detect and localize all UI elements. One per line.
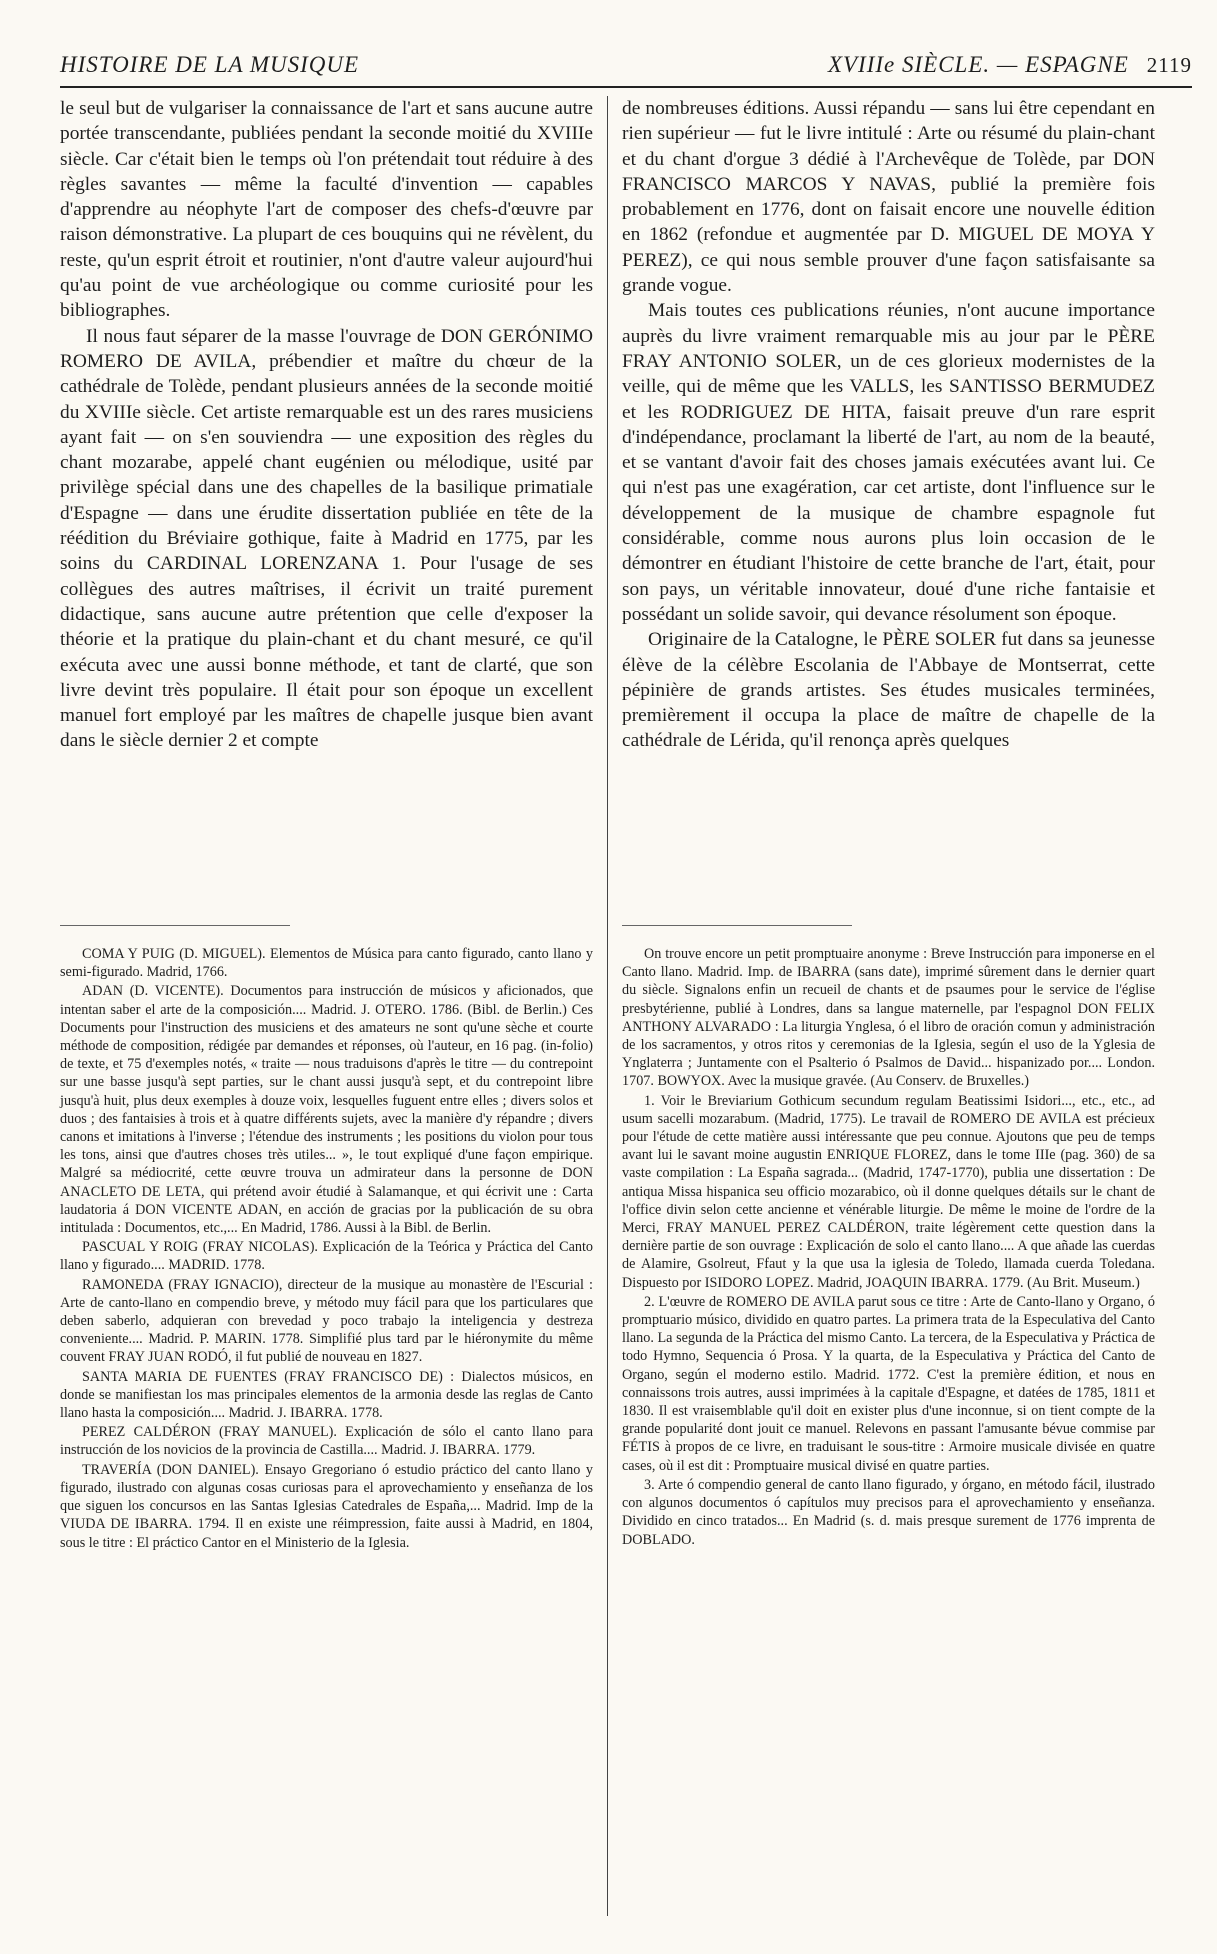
footnotes-left — [60, 945, 593, 1553]
paragraph: le seul but de vulgariser la connaissance de l'art et sans aucune autre portée transcendante, publiées pendant la seconde moitié du XVIIIe siècle. Car c'était bien le temps où l'on prétendait tout réduire à des règles savantes — même la faculté d'invention — capables d'apprendre au néophyte l'art de composer des chefs-d'œuvre par raison démonstrative. La plupart de ces bouquins qui ne révèlent, du reste, qu'un esprit étroit et routinier, n'ont d'autre valeur aujourd'hui qu'au point de vue archéologique ou comme curiosité pour les bibliographes. — [60, 98, 593, 322]
header-section — [828, 52, 1192, 78]
paragraph: Originaire de la Catalogne, le PÈRE SOLER fut dans sa jeunesse élève de la célèbre Escolania de l'Abbaye de Montserrat, cette pépinière de grands artistes. Ses études musicales terminées, premièrement il occupa la place de maître de chapelle de la cathédrale de Lérida, qu'il renonça après quelques — [622, 629, 1155, 752]
footnote-entry: TRAVERÍA (DON DANIEL). Ensayo Gregoriano ó estudio práctico del canto llano y figurado, ilustrado con algunas cosas curiosas para el aprovechamiento y enseñanza de los que siguen los concursos en las Santas Iglesias Catedrales de España,... Madrid. Imp de la VIUDA DE IBARRA. 1794. Il en existe une réimpression, faite aussi à Madrid, en 1804, sous le titre : El práctico Cantor en el Ministerio de la Iglesia. — [60, 1461, 593, 1551]
footnote-3: 3. Arte ó compendio general de canto llano figurado, y órgano, en método fácil, ilustrado con algunos documentos ó capítulos muy precisos para el aprovechamiento y enseñanza. Dividido en cinco tratados... En Madrid (s. d. mais presque surement de 1776 imprenta de DOBLADO. — [622, 1476, 1155, 1548]
paragraph: Mais toutes ces publications réunies, n'ont aucune importance auprès du livre vraiment remarquable mis au jour par le PÈRE FRAY ANTONIO SOLER, un de ces glorieux modernistes de la veille, qui de même que les VALLS, les SANTISSO BERMUDEZ et les RODRIGUEZ DE HITA, faisait preuve d'un rare esprit d'indépendance, proclamant la liberté de l'art, au nom de la beauté, et se vantant d'avoir fait des choses jamais exécutées avant lui. Ce qui n'est pas une exagération, car cet artiste, dont l'influence sur le développement de la musique de chambre espagnole fut considérable, comme nous aurons plus loin occasion de le démontrer en étudiant l'histoire de cette branche de l'art, était, pour son pays, un véritable innovateur, doué d'une riche fantaisie et possédant un solide savoir, qui devance résolument son époque. — [622, 300, 1155, 625]
column-divider — [607, 96, 608, 1916]
header-title: HISTOIRE DE LA MUSIQUE — [60, 52, 360, 77]
paragraph: de nombreuses éditions. Aussi répandu — sans lui être cependant en rien supérieur — fut le livre intitulé : Arte ou résumé du plain-chant et du chant d'orgue 3 dédié à l'Archevêque de Tolède, par DON FRANCISCO MARCOS Y NAVAS, publié la première fois probablement en 1776, dont on faisait encore une nouvelle édition en 1862 (refondue et augmentée par D. MIGUEL DE MOYA Y PEREZ), ce qui nous semble prouver d'une façon satisfaisante sa grande vogue. — [622, 98, 1155, 297]
body-column-right — [622, 96, 1155, 754]
header-section-title: XVIIIe SIÈCLE. — ESPAGNE — [827, 52, 1129, 77]
footnote-entry: PASCUAL Y ROIG (FRAY NICOLAS). Explicación de la Teórica y Práctica del Canto llano y figurado.... MADRID. 1778. — [60, 1239, 593, 1274]
footnote-separator — [622, 925, 852, 926]
running-header — [60, 52, 1192, 86]
footnote-entry: RAMONEDA (FRAY IGNACIO), directeur de la musique au monastère de l'Escurial : Arte de canto-llano en compendio breve, y método muy fácil para que los particulares que deben saberlo, adquieran con brevedad y poco trabajo la inteligencia y destreza conveniente.... Madrid. P. MARIN. 1778. Simplifié plus tard par le hiéronymite du même couvent FRAY JUAN RODÓ, il fut publié de nouveau en 1827. — [60, 1276, 593, 1366]
footnote-entry: PEREZ CALDÉRON (FRAY MANUEL). Explicación de sólo el canto llano para instrucción de los novicios de la provincia de Castilla.... Madrid. J. IBARRA. 1779. — [60, 1424, 593, 1459]
footnote-entry: SANTA MARIA DE FUENTES (FRAY FRANCISCO DE) : Dialectos músicos, en donde se manifiestan los mas principales elementos de la armonia desde las reglas de Canto llano hasta la composición.... Madrid. J. IBARRA. 1778. — [60, 1368, 593, 1422]
footnote-2: 2. L'œuvre de ROMERO DE AVILA parut sous ce titre : Arte de Canto-llano y Organo, ó promptuario músico, dividido en quatro partes. La primera trata de la Especulativa del Canto llano. La segunda de la Práctica del mismo Canto. La tercera, de la Especulativa y Práctica de todo Hymno, Sequencia ó Prosa. Y la quarta, de la Especulativa y Práctica del Canto de Organo, según el moderno estilo. Madrid. 1772. C'est la première édition, et nous en connaissons trois autres, aussi imprimées à la capitale d'Espagne, et datées de 1785, 1811 et 1830. Il est vraisemblable qu'il doit en exister plus d'une inconnue, si on tient compte de la grande popularité dont jouit ce manuel. Relevons en passant l'amusante bévue commise par FÉTIS à propos de ce livre, en traduisant le sous-titre : Armoire musicale divisée en quatre cases, où il est dit : Promptuaire musical divisé en quatre parties. — [622, 1293, 1155, 1474]
footnote-entry: ADAN (D. VICENTE). Documentos para instrucción de músicos y aficionados, que intentan saber el arte de la composición.... Madrid. J. OTERO. 1786. (Bibl. de Berlin.) Ces Documents pour l'instruction des musiciens et des amateurs ne sont qu'une sèche et courte méthode de composition, rédigée par demandes et réponses, où l'auteur, en 16 pag. (in-folio) de texte, et 75 d'exemples notés, « traite — nous traduisons d'après le titre — du contrepoint sur une basse jusqu'à sept parties, sur le chant aussi jusqu'à sept, et du contrepoint libre jusqu'à huit, plus deux exemples à douze voix, lesquelles fuguent entre elles ; divers solos et duos ; des fantaisies à trois et à quatre différents sujets, avec la manière d'y répandre ; divers canons et imitations à l'inverse ; l'étendue des instruments ; les positions du violon pour tous les tons, ainsi que d'autres choses très utiles... », le tout expliqué d'une façon empirique. Malgré sa médiocrité, cette œuvre trouva un admirateur dans la personne de DON ANACLETO DE LETA, qui prétend avoir étudié à Salamanque, et qui écrivit une : Carta laudatoria á DON VICENTE ADAN, en acción de gracias por la publicación de su obra intitulada : Documentos, etc.,... En Madrid, 1786. Aussi à la Bibl. de Berlin. — [60, 983, 593, 1237]
footnote-1: 1. Voir le Breviarium Gothicum secundum regulam Beatissimi Isidori..., etc., etc., ad usum sacelli mozarabum. (Madrid, 1775). Le travail de ROMERO DE AVILA est précieux pour l'étude de cette matière aussi intéressante que peu connue. Ajoutons que peu de temps avant lui le savant moine augustin ENRIQUE FLOREZ, dans le tome IIIe (pag. 360) de sa vaste compilation : La España sagrada... (Madrid, 1747-1770), publia une dissertation : De antiqua Missa hispanica seu officio mozarabico, où il donne quelques détails sur le chant de l'office divin selon cette ancienne et vénérable liturgie. De même le moine de l'ordre de la Merci, FRAY MANUEL PEREZ CALDÉRON, traite légèrement cette question dans la dernière partie de son ouvrage : Explicación de solo el canto llano.... A que añade las cuerdas de Alamire, Gsolreut, Ffaut y la que usa la iglesia de Toledo, llamada cuerda Toledana. Dispuesto por ISIDORO LOPEZ. Madrid, JOAQUIN IBARRA. 1779. (Au Brit. Museum.) — [622, 1092, 1155, 1291]
body-column-left — [60, 96, 593, 754]
header-rule — [60, 86, 1192, 88]
footnote-entry: On trouve encore un petit promptuaire anonyme : Breve Instrucción para imponerse en el Canto llano. Madrid. Imp. de IBARRA (sans date), imprimé sûrement dans le dernier quart du siècle. Signalons enfin un recueil de chants et de psaumes pour le service de l'église presbytérienne, publié à Londres, dans sa langue maternelle, par l'espagnol DON FELIX ANTHONY ALVARADO : La liturgia Ynglesa, ó el libro de oración comun y administración de los sacramentos, y otros ritos y ceremonias de la Iglesia, según el uso de la Yglesia de Ynglaterra ; Juntamente con el Psalterio ó Psalmos de David... hispanizado por.... London. 1707. BOWYOX. Avec la musique gravée. (Au Conserv. de Bruxelles.) — [622, 946, 1155, 1090]
page-number: 2119 — [1146, 53, 1192, 77]
footnotes-right — [622, 945, 1155, 1550]
footnote-entry: COMA Y PUIG (D. MIGUEL). Elementos de Música para canto figurado, canto llano y semi-figurado. Madrid, 1766. — [60, 946, 593, 981]
footnote-separator — [60, 925, 290, 926]
paragraph: Il nous faut séparer de la masse l'ouvrage de DON GERÓNIMO ROMERO DE AVILA, prébendier et maître du chœur de la cathédrale de Tolède, pendant plusieurs années de la seconde moitié du XVIIIe siècle. Cet artiste remarquable est un des rares musiciens ayant fait — on s'en souviendra — une exposition des règles du chant mozarabe, appelé chant eugénien ou mélodique, usité par privilège spécial dans une des chapelles de la basilique primatiale d'Espagne — dans une érudite dissertation publiée en tête de la réédition du Bréviaire gothique, faite à Madrid en 1775, par les soins du CARDINAL LORENZANA 1. Pour l'usage de ses collègues des autres maîtrises, il écrivit un traité purement didactique, sans aucune autre prétention que celle d'exposer la théorie et la pratique du plain-chant et du chant mesuré, ce qu'il exécuta avec une aussi bonne méthode, et tant de clarté, que son livre devint très populaire. Il était pour son époque un excellent manuel fort employé par les maîtres de chapelle jusque bien avant dans le siècle dernier 2 et compte — [60, 325, 593, 752]
